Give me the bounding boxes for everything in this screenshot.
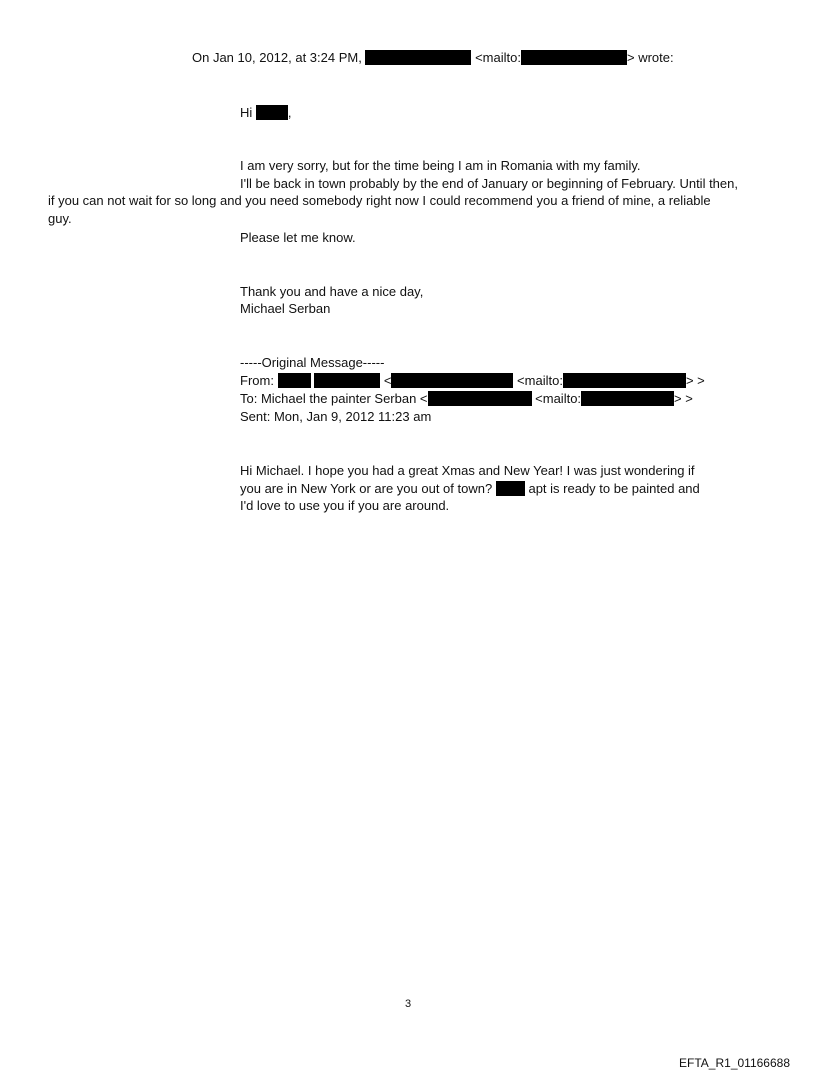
reply-line-5: Please let me know. [240,230,356,245]
page-number: 3 [405,998,412,1010]
redaction-from-mailto [563,373,686,388]
original-body-3: I'd love to use you if you are around. [240,498,450,513]
greeting-text: Hi [240,105,253,120]
to-mailto: <mailto: [535,391,582,406]
body2-part-b: apt is ready to be painted and [528,481,700,496]
original-to-line [240,390,693,407]
header-mailto: <mailto: [475,50,521,65]
redaction-recipient-name [256,105,288,120]
reply-line-4: guy. [48,211,72,226]
reply-greeting [240,104,292,121]
redaction-from-last [314,373,380,388]
redaction-sender-name [365,50,471,65]
redaction-to-email [428,391,532,406]
to-label: To: Michael the painter Serban < [240,391,428,406]
reply-signature: Michael Serban [240,301,331,316]
to-end: > > [674,391,693,406]
redaction-sender-email [521,50,627,65]
original-divider: -----Original Message----- [240,355,385,370]
document-id: EFTA_R1_01166688 [679,1056,790,1070]
reply-line-2: I'll be back in town probably by the end of January or beginning of February. Until then, [240,176,738,191]
from-lt: < [383,373,392,388]
redaction-apt-owner [496,481,525,496]
reply-closing: Thank you and have a nice day, [240,284,424,299]
redaction-from-email [391,373,513,388]
redaction-to-mailto [581,391,674,406]
greeting-punct: , [287,105,292,120]
original-sent-line: Sent: Mon, Jan 9, 2012 11:23 am [240,409,432,424]
header-suffix: > wrote: [626,50,674,65]
from-label: From: [240,373,274,388]
redaction-from-first [278,373,311,388]
body2-part-a: you are in New York or are you out of town? [240,481,493,496]
reply-line-3: if you can not wait for so long and you need somebody right now I could recommend you a friend of mine, a reliable [48,193,711,208]
from-mailto: <mailto: [517,373,563,388]
original-body-1: Hi Michael. I hope you had a great Xmas and New Year! I was just wondering if [240,463,695,478]
original-from-line [240,372,705,389]
from-end: > > [685,373,705,388]
reply-line-1: I am very sorry, but for the time being I am in Romania with my family. [240,158,641,173]
header-line [192,49,674,66]
original-body-2 [240,480,700,497]
header-prefix: On Jan 10, 2012, at 3:24 PM, [192,50,362,65]
